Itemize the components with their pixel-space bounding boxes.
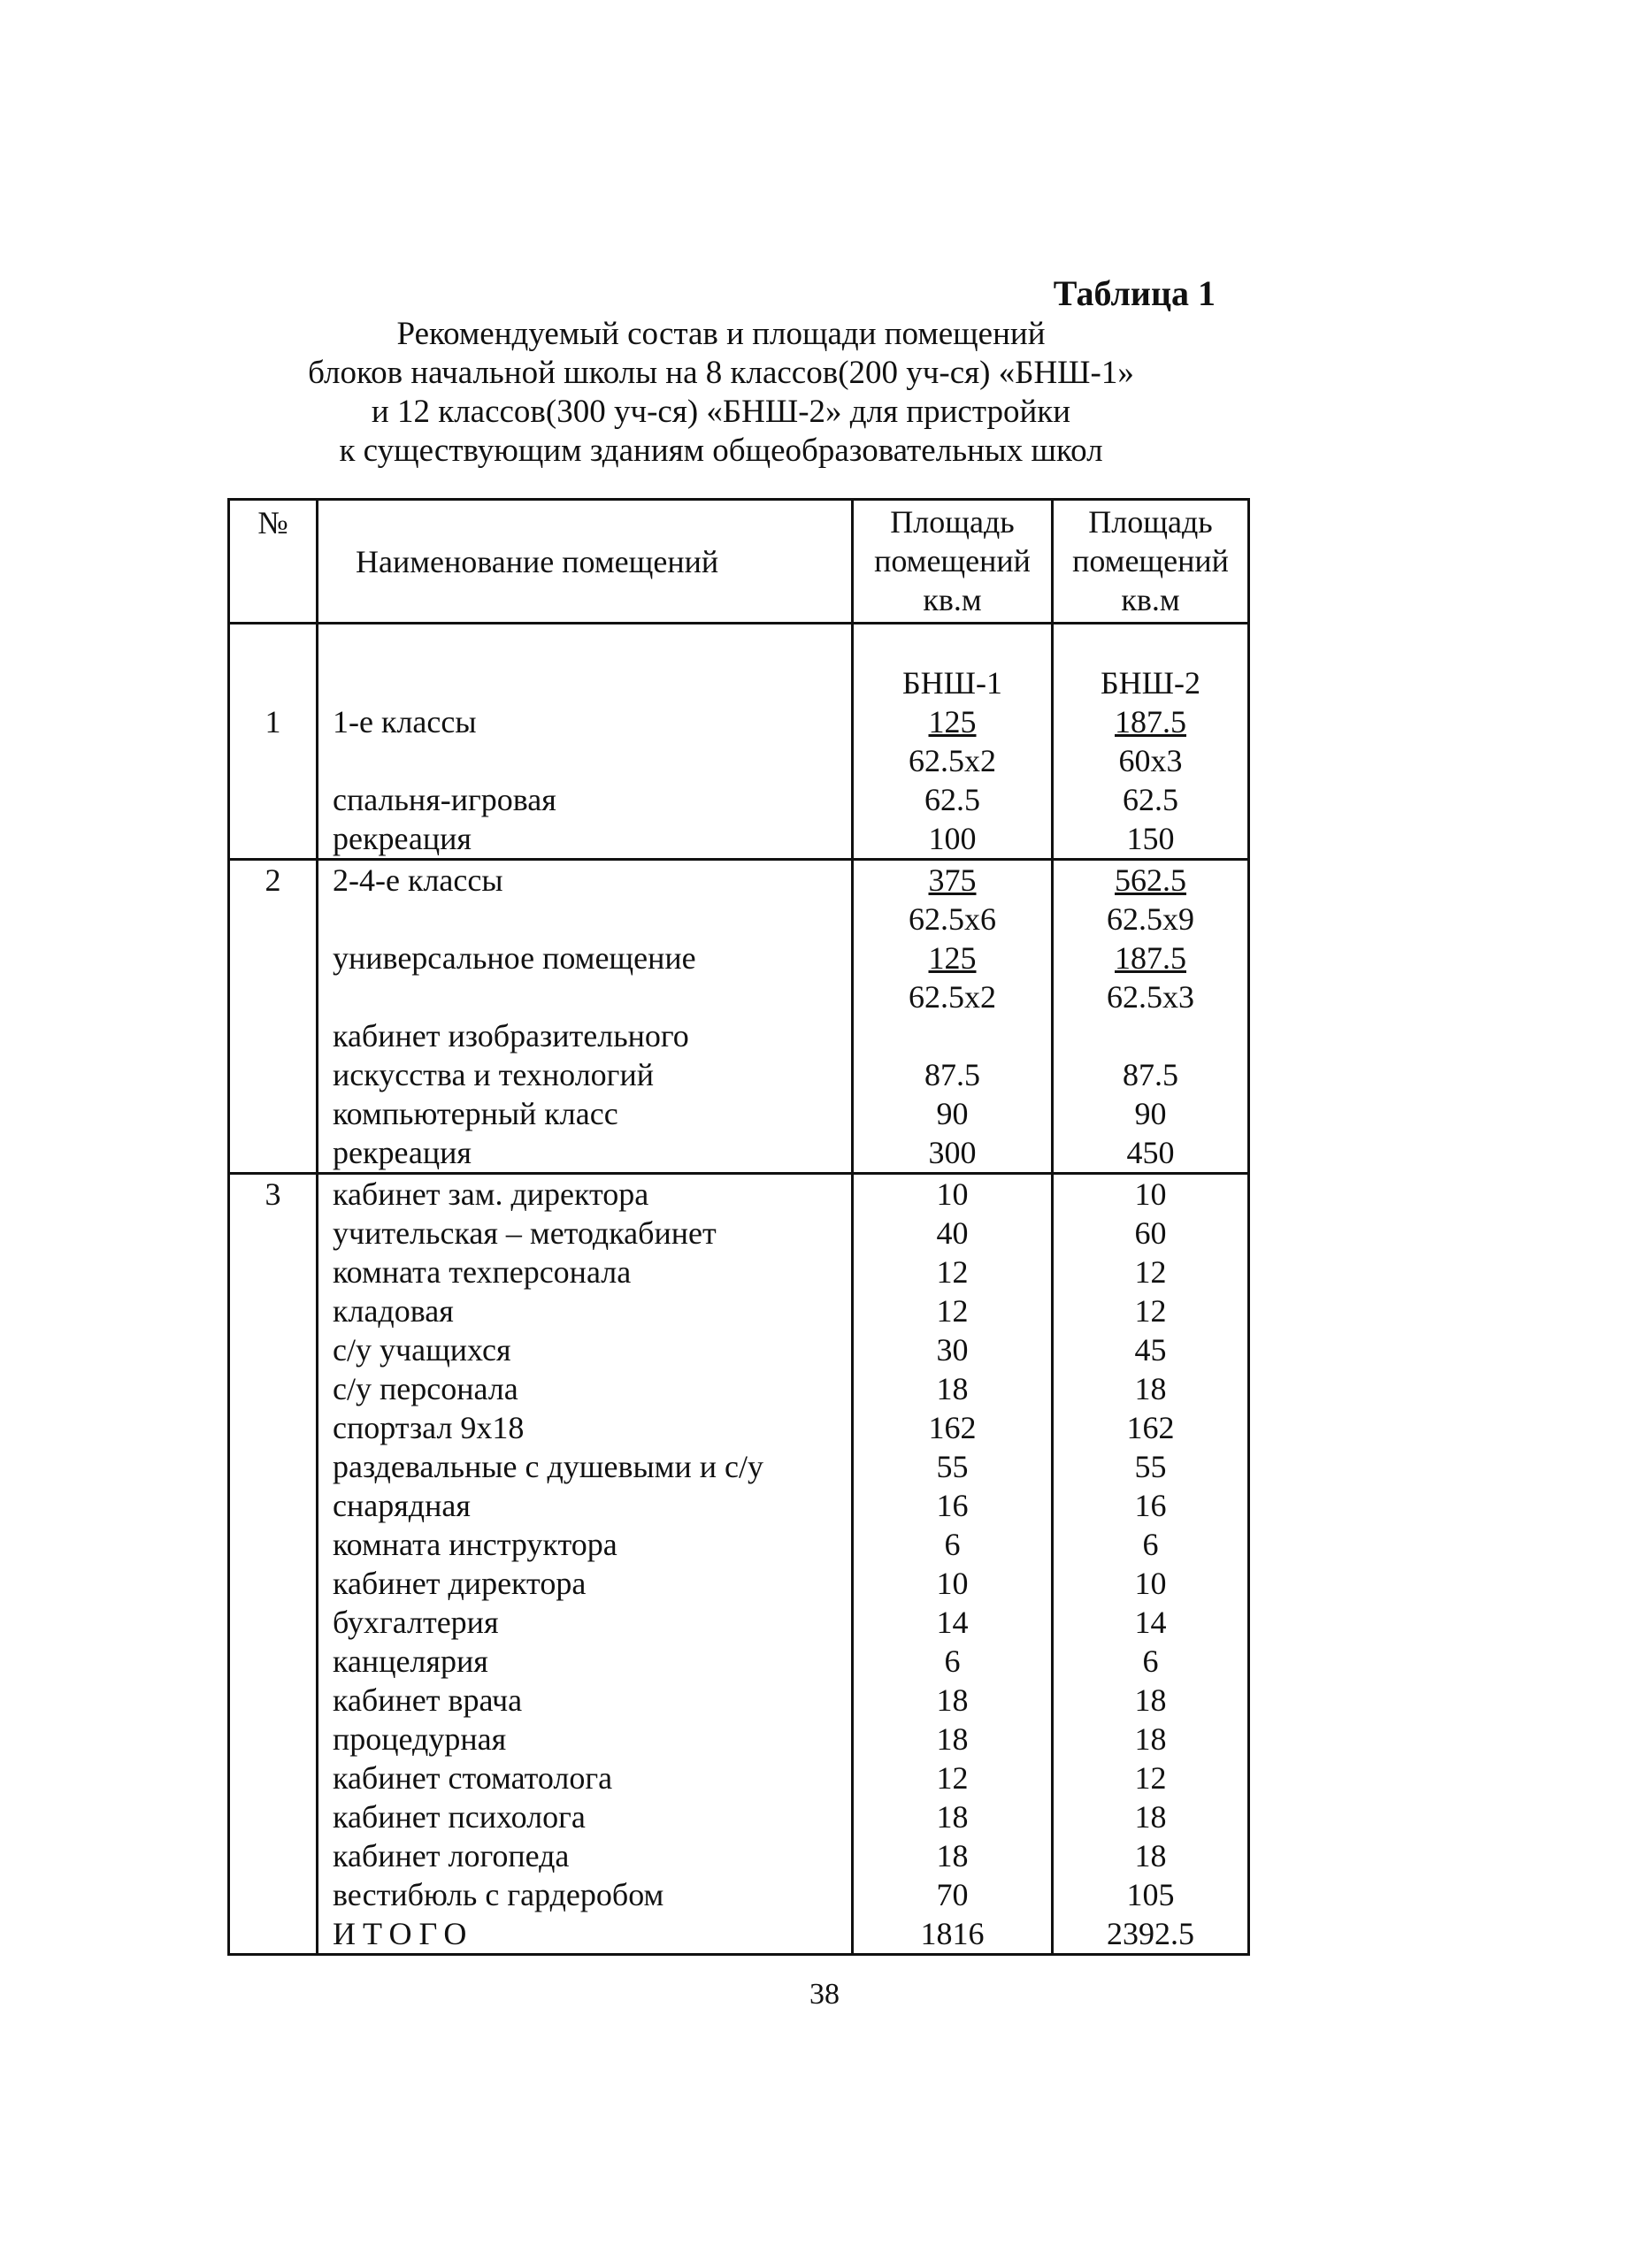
room-name: 2-4-е классы bbox=[333, 862, 503, 898]
group-3 bbox=[229, 1174, 1249, 1955]
room-name: кабинет стоматолога bbox=[333, 1760, 613, 1796]
total-label: ИТОГО bbox=[333, 1916, 474, 1951]
header-area-line: кв.м bbox=[1121, 582, 1180, 617]
group-values-bnsh2 bbox=[1053, 860, 1249, 1174]
room-name: снарядная bbox=[333, 1488, 471, 1523]
room-name: рекреация bbox=[333, 821, 472, 856]
area-bnsh2: 62.5x3 bbox=[1107, 979, 1194, 1015]
title-line: Рекомендуемый состав и площади помещений bbox=[396, 316, 1046, 352]
area-bnsh1: 10 bbox=[936, 1566, 969, 1601]
area-bnsh2: 16 bbox=[1134, 1488, 1167, 1523]
group-number: 2 bbox=[265, 862, 281, 898]
area-bnsh2: 18 bbox=[1134, 1721, 1167, 1757]
room-name: кладовая bbox=[333, 1293, 454, 1329]
header-area-1 bbox=[853, 500, 1053, 624]
area-bnsh1: 30 bbox=[936, 1332, 969, 1368]
header-num: № bbox=[229, 500, 318, 624]
room-name: компьютерный класс bbox=[333, 1096, 618, 1131]
area-bnsh2: 90 bbox=[1134, 1096, 1167, 1131]
area-bnsh1: 12 bbox=[936, 1254, 969, 1290]
group-values-bnsh2 bbox=[1053, 1174, 1249, 1955]
header-area-line: кв.м bbox=[923, 582, 982, 617]
area-bnsh1: 16 bbox=[936, 1488, 969, 1523]
title-line: и 12 классов(300 уч-ся) «БНШ-2» для пристройки bbox=[371, 394, 1071, 430]
room-name: кабинет директора bbox=[333, 1566, 587, 1601]
rooms-table bbox=[227, 498, 1250, 1956]
area-bnsh1: 10 bbox=[936, 1176, 969, 1212]
area-bnsh2: 562.5 bbox=[1115, 862, 1186, 898]
title-line: к существующим зданиям общеобразовательных школ bbox=[339, 433, 1103, 469]
area-bnsh2: 87.5 bbox=[1123, 1057, 1178, 1092]
group-names bbox=[318, 1174, 853, 1955]
area-bnsh1: 162 bbox=[928, 1410, 977, 1445]
area-bnsh1: 40 bbox=[936, 1215, 969, 1251]
area-bnsh2: 6 bbox=[1142, 1527, 1159, 1562]
group-number: 3 bbox=[265, 1176, 281, 1212]
group-num-cell bbox=[229, 860, 318, 1174]
room-name: вестибюль с гардеробом bbox=[333, 1877, 664, 1912]
subheader-bnsh1: БНШ-1 bbox=[902, 665, 1002, 701]
room-name: кабинет психолога bbox=[333, 1799, 586, 1835]
area-bnsh2: 14 bbox=[1134, 1605, 1167, 1640]
area-bnsh2: 105 bbox=[1126, 1877, 1175, 1912]
header-name: Наименование помещений bbox=[318, 500, 853, 624]
table-label: Таблица 1 bbox=[1053, 273, 1216, 313]
area-bnsh1: 6 bbox=[944, 1644, 961, 1679]
room-name: процедурная bbox=[333, 1721, 507, 1757]
area-bnsh1 bbox=[854, 1016, 1051, 1055]
table-title bbox=[257, 315, 1185, 471]
header-area-line: Площадь bbox=[1088, 504, 1213, 540]
area-bnsh1: 6 bbox=[944, 1527, 961, 1562]
room-name: канцелярия bbox=[333, 1644, 488, 1679]
group-1 bbox=[229, 624, 1249, 860]
area-bnsh2: 62.5x9 bbox=[1107, 901, 1194, 937]
area-bnsh2: 45 bbox=[1134, 1332, 1167, 1368]
area-bnsh1: 70 bbox=[936, 1877, 969, 1912]
header-area-line: Площадь bbox=[890, 504, 1015, 540]
group-num-cell bbox=[229, 624, 318, 860]
area-bnsh1: 62.5x2 bbox=[909, 743, 996, 778]
room-name: рекреация bbox=[333, 1135, 472, 1170]
area-bnsh2: 55 bbox=[1134, 1449, 1167, 1484]
area-bnsh1: 55 bbox=[936, 1449, 969, 1484]
total-bnsh2: 2392.5 bbox=[1107, 1916, 1194, 1951]
area-bnsh2: 6 bbox=[1142, 1644, 1159, 1679]
header-area-2 bbox=[1053, 500, 1249, 624]
area-bnsh1: 12 bbox=[936, 1293, 969, 1329]
room-name: спальня-игровая bbox=[333, 782, 556, 817]
room-name: кабинет врача bbox=[333, 1682, 523, 1718]
area-bnsh1: 62.5x2 bbox=[909, 979, 996, 1015]
area-bnsh2: 10 bbox=[1134, 1566, 1167, 1601]
area-bnsh2: 150 bbox=[1126, 821, 1175, 856]
group-values-bnsh2 bbox=[1053, 624, 1249, 860]
subheader-bnsh2: БНШ-2 bbox=[1101, 665, 1200, 701]
group-number: 1 bbox=[265, 704, 281, 739]
room-name: учительская – методкабинет bbox=[333, 1215, 717, 1251]
room-name: спортзал 9x18 bbox=[333, 1410, 525, 1445]
area-bnsh2: 450 bbox=[1126, 1135, 1175, 1170]
area-bnsh2: 60 bbox=[1134, 1215, 1167, 1251]
group-values-bnsh1 bbox=[853, 624, 1053, 860]
area-bnsh2: 18 bbox=[1134, 1838, 1167, 1873]
group-values-bnsh1 bbox=[853, 860, 1053, 1174]
area-bnsh1: 62.5 bbox=[924, 782, 980, 817]
area-bnsh1: 90 bbox=[936, 1096, 969, 1131]
room-name: искусства и технологий bbox=[333, 1057, 654, 1092]
area-bnsh2: 18 bbox=[1134, 1799, 1167, 1835]
room-name: кабинет логопеда bbox=[333, 1838, 570, 1873]
room-name: кабинет изобразительного bbox=[333, 1018, 689, 1054]
area-bnsh2: 12 bbox=[1134, 1760, 1167, 1796]
room-name bbox=[318, 977, 851, 1016]
header-area-line: помещений bbox=[874, 543, 1031, 578]
area-bnsh2: 62.5 bbox=[1123, 782, 1178, 817]
room-name: комната техперсонала bbox=[333, 1254, 632, 1290]
area-bnsh1: 87.5 bbox=[924, 1057, 980, 1092]
area-bnsh1: 125 bbox=[928, 940, 977, 976]
title-line: блоков начальной школы на 8 классов(200 уч-ся) «БНШ-1» bbox=[308, 355, 1134, 391]
page-number: 38 bbox=[809, 1978, 840, 2011]
group-num-cell bbox=[229, 1174, 318, 1955]
area-bnsh2: 60x3 bbox=[1118, 743, 1183, 778]
area-bnsh1: 125 bbox=[928, 704, 977, 739]
table-header-row bbox=[229, 500, 1249, 624]
area-bnsh1: 18 bbox=[936, 1721, 969, 1757]
area-bnsh2: 162 bbox=[1126, 1410, 1175, 1445]
area-bnsh1: 62.5x6 bbox=[909, 901, 996, 937]
area-bnsh2: 187.5 bbox=[1115, 704, 1186, 739]
room-name: с/у учащихся bbox=[333, 1332, 511, 1368]
area-bnsh1: 18 bbox=[936, 1838, 969, 1873]
area-bnsh2: 12 bbox=[1134, 1254, 1167, 1290]
area-bnsh2: 187.5 bbox=[1115, 940, 1186, 976]
area-bnsh2: 10 bbox=[1134, 1176, 1167, 1212]
group-names bbox=[318, 860, 853, 1174]
room-name: с/у персонала bbox=[333, 1371, 518, 1406]
area-bnsh1: 375 bbox=[928, 862, 977, 898]
room-name: кабинет зам. директора bbox=[333, 1176, 649, 1212]
total-bnsh1: 1816 bbox=[920, 1916, 985, 1951]
area-bnsh1: 100 bbox=[928, 821, 977, 856]
room-name: 1-е классы bbox=[333, 704, 477, 739]
header-area-line: помещений bbox=[1072, 543, 1229, 578]
area-bnsh1: 18 bbox=[936, 1682, 969, 1718]
area-bnsh2: 18 bbox=[1134, 1371, 1167, 1406]
area-bnsh1: 14 bbox=[936, 1605, 969, 1640]
area-bnsh1: 300 bbox=[928, 1135, 977, 1170]
area-bnsh2: 18 bbox=[1134, 1682, 1167, 1718]
room-name: комната инструктора bbox=[333, 1527, 617, 1562]
room-name: раздевальные с душевыми и с/у bbox=[333, 1449, 763, 1484]
group-2 bbox=[229, 860, 1249, 1174]
area-bnsh1: 18 bbox=[936, 1371, 969, 1406]
area-bnsh2: 12 bbox=[1134, 1293, 1167, 1329]
room-name: универсальное помещение bbox=[333, 940, 696, 976]
room-name bbox=[318, 741, 851, 780]
room-name bbox=[318, 900, 851, 939]
area-bnsh1: 18 bbox=[936, 1799, 969, 1835]
group-names bbox=[318, 624, 853, 860]
group-values-bnsh1 bbox=[853, 1174, 1053, 1955]
area-bnsh1: 12 bbox=[936, 1760, 969, 1796]
area-bnsh2 bbox=[1054, 1016, 1247, 1055]
room-name: бухгалтерия bbox=[333, 1605, 499, 1640]
